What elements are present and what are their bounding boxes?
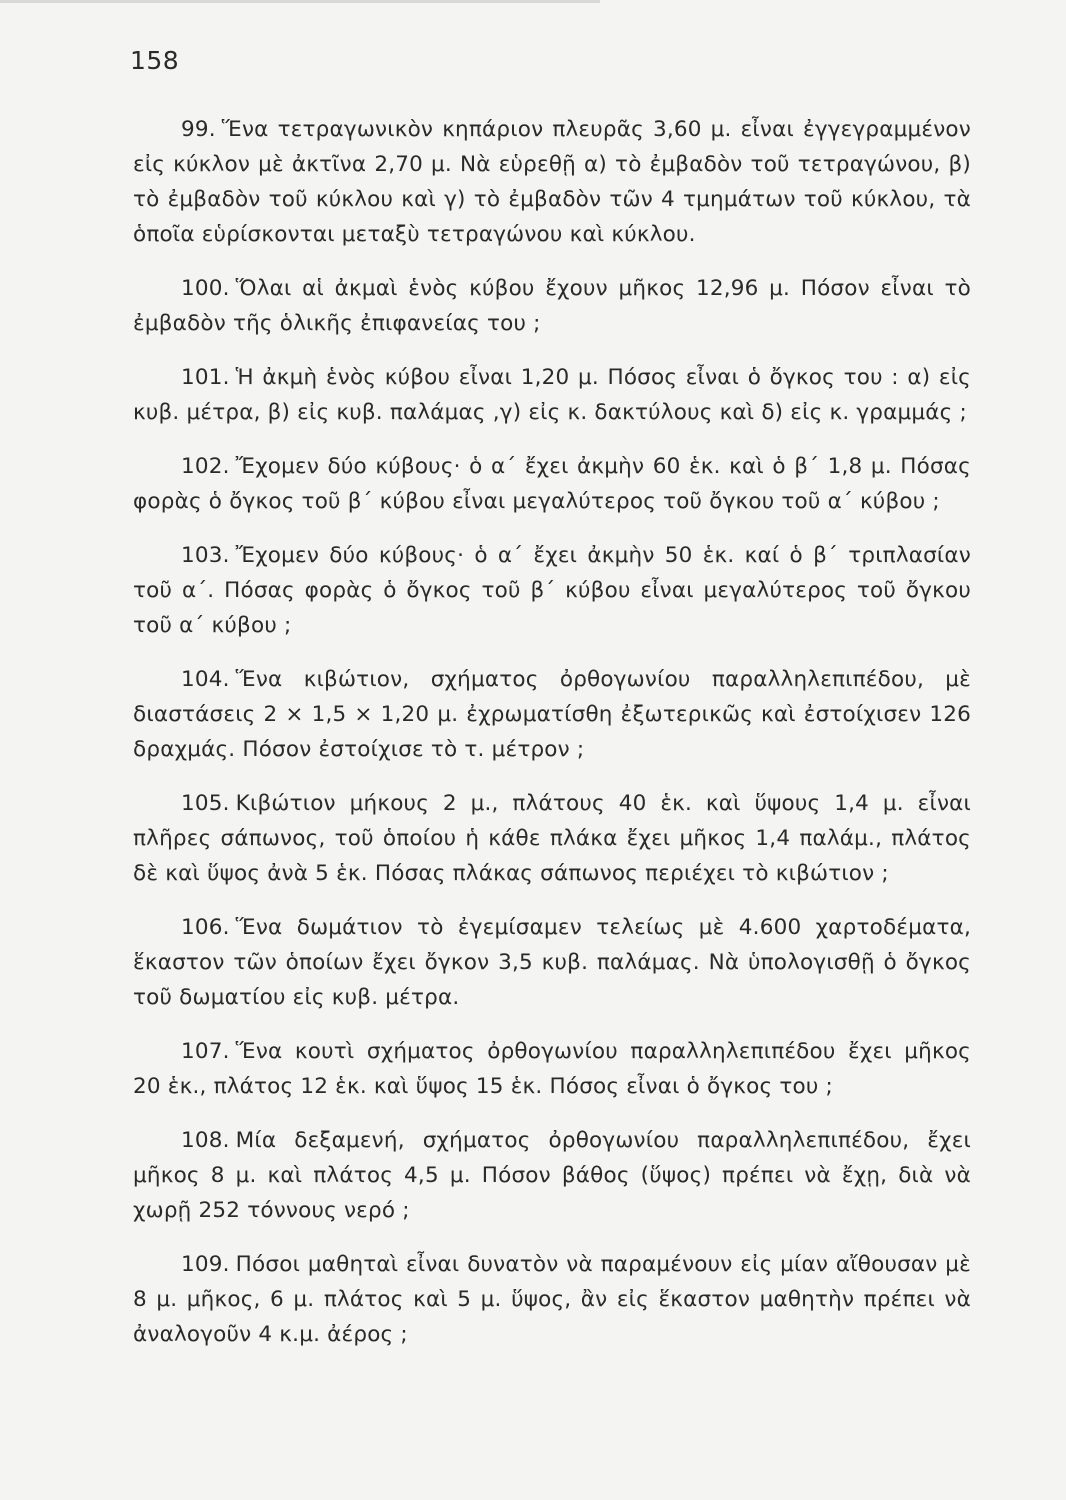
problem-100 xyxy=(133,271,971,341)
problem-number: 101. xyxy=(181,365,230,390)
problem-102 xyxy=(133,449,971,519)
problem-number: 107. xyxy=(181,1039,230,1064)
problem-text: Ἕνα κιβώτιον, σχήματος ὀρθογωνίου παραλληλεπιπέδου, μὲ διαστάσεις 2 × 1,5 × 1,20 μ. ἐχρωματίσθη ἐξωτερικῶς καὶ ἐστοίχισεν 126 δραχμάς. Πόσον ἐστοίχισε τὸ τ. μέτρον ; xyxy=(133,667,971,762)
problem-101 xyxy=(133,360,971,430)
problem-text: Κιβώτιον μήκους 2 μ., πλάτους 40 ἑκ. καὶ ὕψους 1,4 μ. εἶναι πλῆρες σάπωνος, τοῦ ὁποίου ἡ κάθε πλάκα ἔχει μῆκος 1,4 παλάμ., πλάτος δὲ καὶ ὕψος ἀνὰ 5 ἑκ. Πόσας πλάκας σάπωνος περιέχει τὸ κιβώτιον ; xyxy=(133,791,971,886)
problem-text: Ὅλαι αἱ ἀκμαὶ ἑνὸς κύβου ἔχουν μῆκος 12,96 μ. Πόσον εἶναι τὸ ἐμβαδὸν τῆς ὁλικῆς ἐπιφανείας του ; xyxy=(133,276,971,336)
problem-text: Ἕνα τετραγωνικὸν κηπάριον πλευρᾶς 3,60 μ. εἶναι ἐγγεγραμμένον εἰς κύκλον μὲ ἀκτῖνα 2,70 μ. Νὰ εὑρεθῇ α) τὸ ἐμβαδὸν τοῦ τετραγώνου, β) τὸ ἐμβαδὸν τοῦ κύκλου καὶ γ) τὸ ἐμβαδὸν τῶν 4 τμημάτων τοῦ κύκλου, τὰ ὁποῖα εὑρίσκονται μεταξὺ τετραγώνου καὶ κύκλου. xyxy=(133,117,971,247)
page-number: 158 xyxy=(130,46,180,75)
problem-number: 108. xyxy=(181,1128,230,1153)
problem-105 xyxy=(133,786,971,891)
problem-text: Πόσοι μαθηταὶ εἶναι δυνατὸν νὰ παραμένουν εἰς μίαν αἴθουσαν μὲ 8 μ. μῆκος, 6 μ. πλάτος καὶ 5 μ. ὕψος, ἂν εἰς ἕκαστον μαθητὴν πρέπει νὰ ἀναλογοῦν 4 κ.μ. ἀέρος ; xyxy=(133,1252,971,1347)
problem-number: 103. xyxy=(181,543,230,568)
problem-text: Ἔχομεν δύο κύβους· ὁ α΄ ἔχει ἀκμὴν 60 ἑκ. καὶ ὁ β΄ 1,8 μ. Πόσας φορὰς ὁ ὄγκος τοῦ β΄ κύβου εἶναι μεγαλύτερος τοῦ ὄγκου τοῦ α΄ κύβου ; xyxy=(133,454,971,514)
problem-106 xyxy=(133,910,971,1015)
problem-number: 104. xyxy=(181,667,230,692)
problem-number: 99. xyxy=(181,117,216,142)
problem-number: 105. xyxy=(181,791,230,816)
problem-text: Ἕνα δωμάτιον τὸ ἐγεμίσαμεν τελείως μὲ 4.600 χαρτοδέματα, ἕκαστον τῶν ὁποίων ἔχει ὄγκον 3,5 κυβ. παλάμας. Νὰ ὑπολογισθῇ ὁ ὄγκος τοῦ δωματίου εἰς κυβ. μέτρα. xyxy=(133,915,971,1010)
problem-107 xyxy=(133,1034,971,1104)
problem-number: 109. xyxy=(181,1252,230,1277)
problem-99 xyxy=(133,112,971,252)
problem-number: 102. xyxy=(181,454,230,479)
problem-number: 106. xyxy=(181,915,230,940)
problem-109 xyxy=(133,1247,971,1352)
problem-number: 100. xyxy=(181,276,230,301)
problem-text: Ἕνα κουτὶ σχήματος ὀρθογωνίου παραλληλεπιπέδου ἔχει μῆκος 20 ἑκ., πλάτος 12 ἑκ. καὶ ὕψος 15 ἑκ. Πόσος εἶναι ὁ ὄγκος του ; xyxy=(133,1039,971,1099)
problem-text: Ἡ ἀκμὴ ἑνὸς κύβου εἶναι 1,20 μ. Πόσος εἶναι ὁ ὄγκος του : α) εἰς κυβ. μέτρα, β) εἰς κυβ. παλάμας ,γ) εἰς κ. δακτύλους καὶ δ) εἰς κ. γραμμάς ; xyxy=(133,365,971,425)
problem-104 xyxy=(133,662,971,767)
problem-103 xyxy=(133,538,971,643)
problem-text: Μία δεξαμενή, σχήματος ὀρθογωνίου παραλληλεπιπέδου, ἔχει μῆκος 8 μ. καὶ πλάτος 4,5 μ. Πόσον βάθος (ὕψος) πρέπει νὰ ἔχῃ, διὰ νὰ χωρῇ 252 τόννους νερό ; xyxy=(133,1128,971,1223)
problem-108 xyxy=(133,1123,971,1228)
problem-list xyxy=(133,112,971,1371)
problem-text: Ἔχομεν δύο κύβους· ὁ α΄ ἔχει ἀκμὴν 50 ἑκ. καί ὁ β΄ τριπλασίαν τοῦ α΄. Πόσας φορὰς ὁ ὄγκος τοῦ β΄ κύβου εἶναι μεγαλύτερος τοῦ ὄγκου τοῦ α΄ κύβου ; xyxy=(133,543,971,638)
top-edge-rule xyxy=(0,0,600,3)
